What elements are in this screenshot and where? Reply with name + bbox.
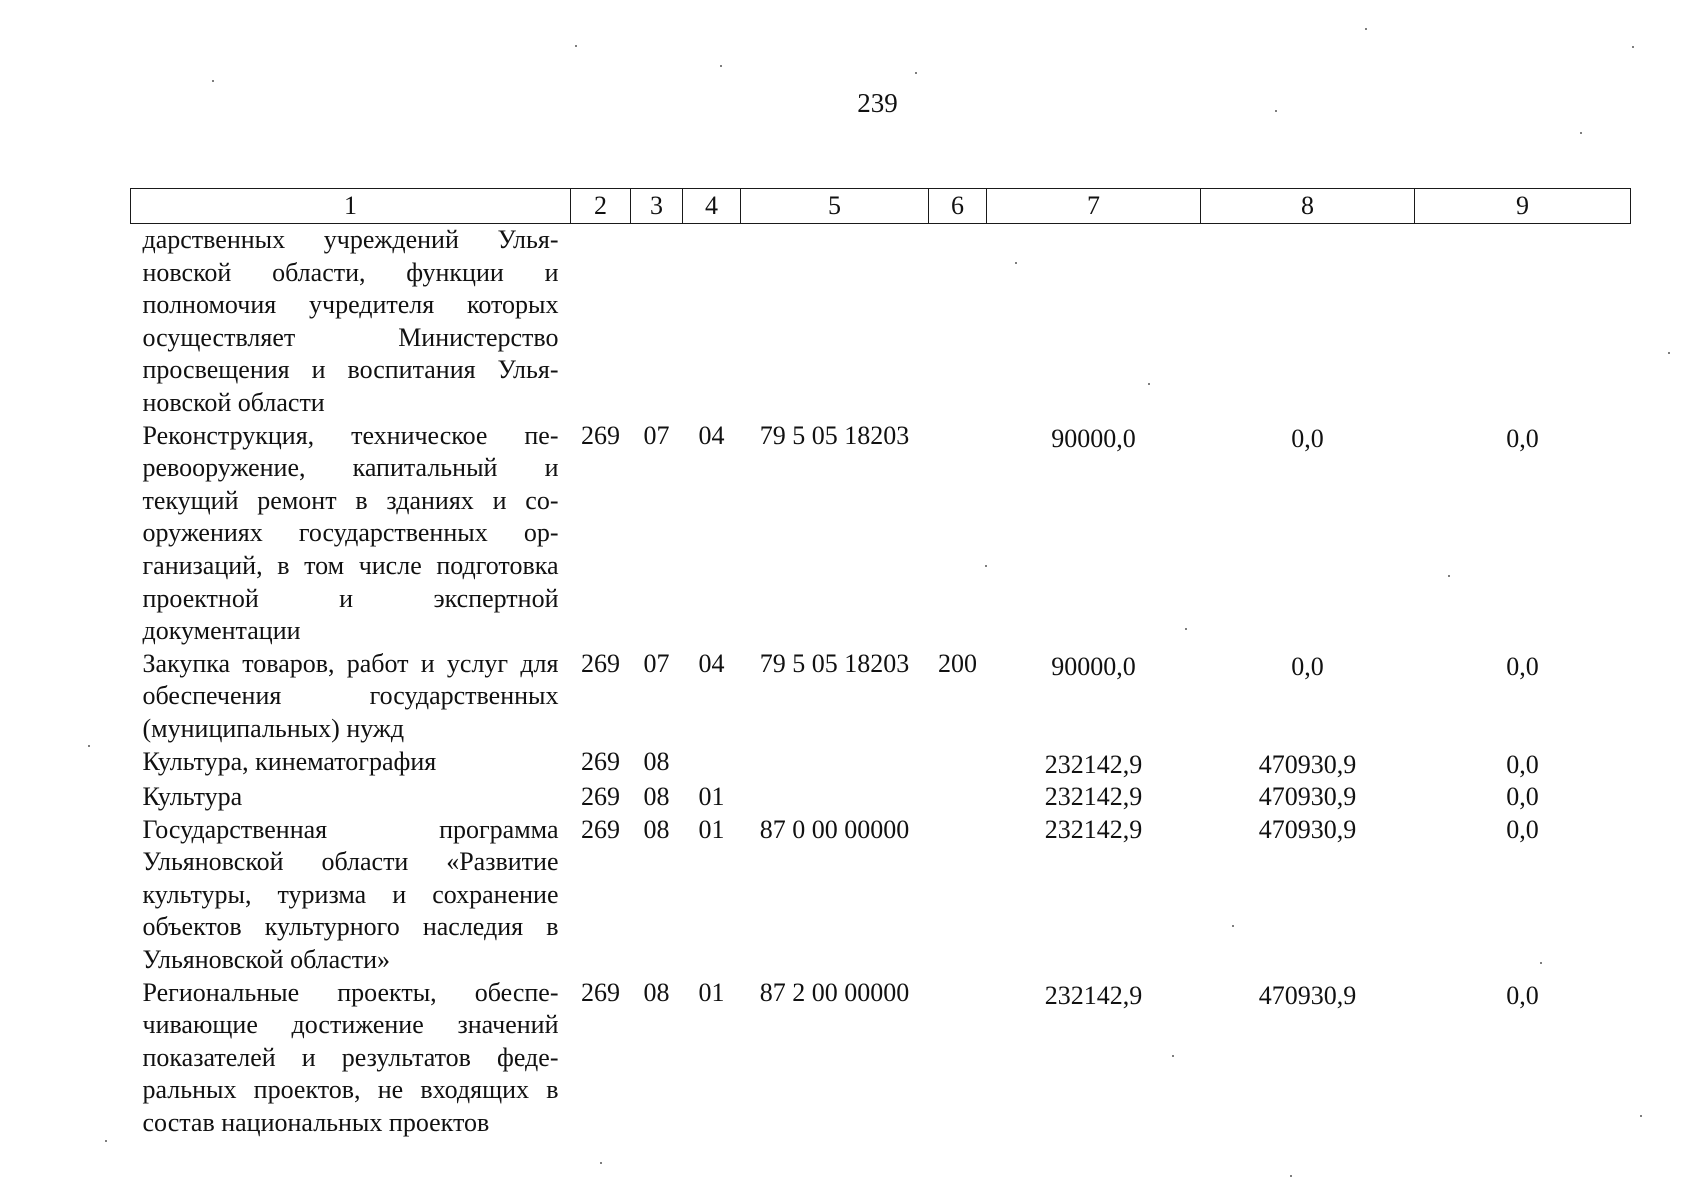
row-target-article: 87 2 00 00000: [759, 977, 910, 1007]
row-subsection-code: [683, 224, 741, 420]
budget-table: [130, 188, 1631, 1140]
scan-speck: [985, 565, 987, 567]
scan-speck: [1448, 575, 1450, 577]
row-ministry-code: 269: [581, 814, 620, 844]
row-section-code: 08: [643, 746, 670, 776]
table-row: [131, 977, 1631, 1140]
row-amount-col9: 0,0: [1506, 423, 1539, 453]
scan-speck: [105, 1140, 107, 1142]
row-ministry-code: 269: [581, 746, 620, 776]
scan-speck: [600, 1162, 602, 1164]
page-number: 239: [857, 88, 898, 118]
scan-speck: [1365, 28, 1367, 30]
header-col-8: 8: [1201, 189, 1415, 224]
table-row: [131, 224, 1631, 420]
row-name: Закупка товаров, работ и услуг для обеспечения государственных (муниципальных) нужд: [142, 648, 559, 743]
row-section-code: 07: [643, 420, 670, 450]
table-row: [131, 746, 1631, 782]
row-expense-type: 200: [938, 648, 977, 678]
row-amount-col8: 0,0: [1291, 423, 1324, 453]
header-col-4: 4: [683, 189, 741, 224]
scan-speck: [88, 745, 90, 747]
scan-speck: [1148, 383, 1150, 385]
row-subsection-code: 01: [698, 782, 725, 812]
row-expense-type: [929, 420, 987, 648]
row-ministry-code: 269: [581, 420, 620, 450]
row-amount-col9: 0,0: [1506, 782, 1539, 812]
scan-speck: [1580, 132, 1582, 134]
row-subsection-code: 04: [698, 648, 725, 678]
table-row: [131, 781, 1631, 814]
scan-speck: [1290, 1175, 1292, 1177]
row-subsection-code: [683, 746, 741, 782]
scan-speck: [1540, 962, 1542, 964]
row-expense-type: [929, 781, 987, 814]
row-amount-col9: 0,0: [1506, 651, 1539, 681]
row-name: дарственных учреждений Ульяновской области, функции и полномочия учредителя которых осуществляет Министерство просвещения и воспитания Ульяновской области: [142, 225, 559, 417]
table-row: [131, 420, 1631, 648]
row-amount-col7: 232142,9: [1044, 749, 1143, 779]
row-ministry-code: 269: [581, 782, 620, 812]
header-col-5: 5: [741, 189, 929, 224]
scan-speck: [1668, 352, 1670, 354]
header-col-6: 6: [929, 189, 987, 224]
row-amount-col9: 0,0: [1506, 980, 1539, 1010]
scan-speck: [720, 65, 722, 67]
row-section-code: 08: [643, 977, 670, 1007]
table-row: [131, 648, 1631, 746]
row-amount-col7: 90000,0: [1051, 423, 1136, 453]
row-amount-col7: 232142,9: [1044, 980, 1143, 1010]
row-amount-col8: 470930,9: [1258, 814, 1357, 844]
scan-speck: [1185, 628, 1187, 630]
row-amount-col7: 232142,9: [1044, 814, 1143, 844]
row-ministry-code: 269: [581, 648, 620, 678]
header-col-9: 9: [1415, 189, 1631, 224]
header-col-7: 7: [987, 189, 1201, 224]
row-subsection-code: 04: [698, 420, 725, 450]
table-header-row: [131, 189, 1631, 224]
scan-speck: [1232, 925, 1234, 927]
row-amount-col8: 0,0: [1291, 651, 1324, 681]
row-amount-col9: 0,0: [1506, 814, 1539, 844]
row-amount-col8: 470930,9: [1258, 980, 1357, 1010]
header-col-3: 3: [631, 189, 683, 224]
row-target-article: 79 5 05 18203: [759, 648, 910, 678]
table-row: [131, 814, 1631, 977]
row-name: Региональные проекты, обеспечивающие достижение значений показателей и результатов федеральных проектов, не входящих в состав национальных проектов: [142, 977, 559, 1138]
scan-speck: [915, 72, 917, 74]
header-col-1: 1: [131, 189, 571, 224]
row-amount-col8: 470930,9: [1258, 782, 1357, 812]
row-target-article: 87 0 00 00000: [759, 814, 910, 844]
header-col-2: 2: [571, 189, 631, 224]
row-expense-type: [929, 746, 987, 782]
row-ministry-code: 269: [581, 977, 620, 1007]
row-section-code: 08: [643, 814, 670, 844]
row-name: Государственная программа Ульяновской области «Развитие культуры, туризма и сохранение объектов культурного наследия в Ульяновской области»: [142, 814, 559, 975]
row-target-article: 79 5 05 18203: [759, 420, 910, 450]
row-ministry-code: [571, 224, 631, 420]
row-name: Культура, кинематография: [142, 746, 437, 776]
row-amount-col7: 90000,0: [1051, 651, 1136, 681]
row-section-code: 08: [643, 782, 670, 812]
scan-speck: [1632, 46, 1634, 48]
row-amount-col9: 0,0: [1506, 749, 1539, 779]
row-amount-col7: 232142,9: [1044, 782, 1143, 812]
row-name: Культура: [142, 782, 243, 812]
scan-speck: [1015, 262, 1017, 264]
scan-speck: [212, 80, 214, 82]
row-target-article: [741, 746, 929, 782]
scan-speck: [575, 45, 577, 47]
row-amount-col9: [1415, 224, 1631, 420]
scan-speck: [1640, 1115, 1642, 1117]
row-target-article: [741, 224, 929, 420]
row-target-article: [741, 781, 929, 814]
scan-speck: [1172, 1055, 1174, 1057]
row-amount-col8: 470930,9: [1258, 749, 1357, 779]
row-amount-col8: [1201, 224, 1415, 420]
row-amount-col7: [987, 224, 1201, 420]
row-name: Реконструкция, техническое перевооружение, капитальный и текущий ремонт в зданиях и сооружениях государственных организаций, в том числе подготовка проектной и экспертной документации: [142, 420, 559, 646]
budget-table-container: [130, 188, 1630, 1140]
row-section-code: 07: [643, 648, 670, 678]
row-expense-type: [929, 224, 987, 420]
row-subsection-code: 01: [698, 977, 725, 1007]
row-section-code: [631, 224, 683, 420]
row-subsection-code: 01: [698, 814, 725, 844]
row-expense-type: [929, 977, 987, 1140]
row-expense-type: [929, 814, 987, 977]
scan-speck: [1275, 110, 1277, 112]
